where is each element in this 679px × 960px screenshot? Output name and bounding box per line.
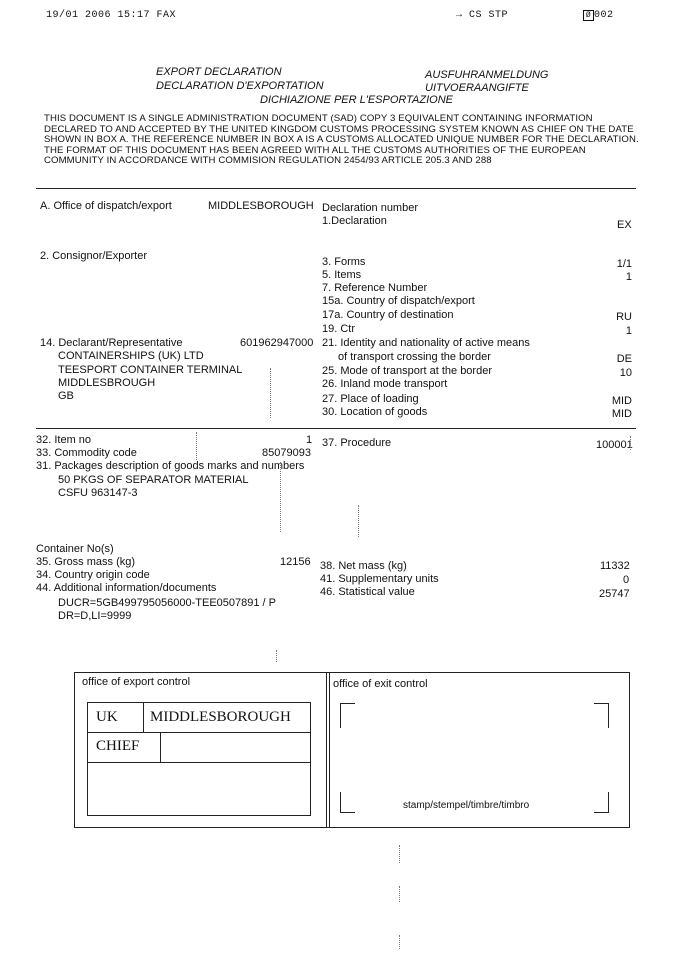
dotted-mark [399, 935, 400, 949]
stamp-system: CHIEF [96, 738, 140, 754]
dotted-mark [399, 886, 400, 902]
field-label: 26. Inland mode transport [322, 378, 448, 390]
stamp-divider [87, 762, 310, 763]
field-value: 10 [619, 367, 632, 379]
field-value: 1 [625, 271, 632, 283]
field-label: 27. Place of loading [322, 393, 419, 405]
fax-destination: → CS STP [456, 10, 509, 21]
stamp-corner-top-left [340, 703, 355, 728]
field-label: 17a. Country of destination [322, 309, 454, 321]
field-label: 19. Ctr [322, 323, 356, 335]
declarant-label: 14. Declarant/Representative [40, 337, 183, 349]
net-mass-value: 11332 [600, 560, 630, 572]
item-no-value: 1 [306, 434, 313, 446]
fax-datetime: 19/01 2006 15:17 FAX [46, 10, 177, 21]
packages-line-1: 50 PKGS OF SEPARATOR MATERIAL [58, 474, 249, 486]
gross-mass-label: 35. Gross mass (kg) [36, 556, 136, 568]
procedure-label: 37. Procedure [322, 437, 392, 449]
field-label: 5. Items [322, 269, 362, 281]
field-value: DE [616, 353, 632, 365]
dotted-mark [280, 462, 281, 532]
stamp-caption: stamp/stempel/timbre/timbro [403, 800, 530, 811]
field-label: of transport crossing the border [338, 351, 491, 363]
stat-value-value: 25747 [599, 588, 630, 600]
title-it: DICHIAZIONE PER L'ESPORTAZIONE [260, 94, 454, 106]
dotted-mark [358, 505, 359, 537]
stamp-office: MIDDLESBOROUGH [150, 709, 291, 725]
packages-label: 31. Packages description of goods marks and numbers [36, 460, 305, 472]
intro-paragraph: THIS DOCUMENT IS A SINGLE ADMINISTRATION DOCUMENT (SAD) COPY 3 EQUIVALENT CONTAINING INFORMATION DECLARED TO AND ACCEPTED BY THE UNITED KINGDOM CUSTOMS PROCESSING SYSTEM KNOWN AS CHIEF ON THE DATE SHOWN IN BOX A. THE REFERENCE NUMBER IN BOX A IS A CUSTOMS ALLOCATED UNIQUE NUMBER FOR THE DECLARATION. THE FORMAT OF THIS DOCUMENT HAS BEEN AGREED WITH ALL THE CUSTOMS AUTHORITIES OF THE EUROPEAN COMMUNITY IN ACCORDANCE WITH COMMISION REGULATION 2454/93 ARTICLE 205.3 AND 288 [44, 113, 639, 166]
additional-line-2: DR=D,LI=9999 [58, 610, 132, 622]
declarant-number: 601962947000 [240, 337, 314, 349]
office-dispatch-label: A. Office of dispatch/export [40, 200, 172, 212]
stamp-divider [160, 733, 161, 763]
supp-units-label: 41. Supplementary units [320, 573, 439, 585]
consignor-label: 2. Consignor/Exporter [40, 250, 147, 262]
stamp-corner-bottom-left [340, 792, 355, 813]
declaration-value: EX [617, 219, 632, 231]
field-value: MID [611, 408, 632, 420]
field-label: 15a. Country of dispatch/export [322, 295, 475, 307]
packages-line-2: CSFU 963147-3 [58, 487, 138, 499]
stamp-divider [143, 702, 144, 733]
field-label: 30. Location of goods [322, 406, 428, 418]
dotted-mark [276, 650, 277, 662]
dotted-mark [196, 432, 197, 460]
mid-divider [36, 428, 636, 429]
commodity-label: 33. Commodity code [36, 447, 137, 459]
dotted-mark [270, 368, 271, 418]
origin-label: 34. Country origin code [36, 569, 150, 581]
stamp-corner-top-right [594, 703, 609, 728]
field-label: 25. Mode of transport at the border [322, 365, 492, 377]
stat-value-label: 46. Statistical value [320, 586, 415, 598]
stamp-country: UK [96, 709, 118, 725]
dotted-mark [630, 436, 631, 450]
title-nl: UITVOERAANGIFTE [425, 82, 529, 94]
procedure-value: 100001 [596, 439, 633, 451]
declarant-line-3: MIDDLESBROUGH [58, 377, 156, 389]
fax-page: Ø 002 [583, 10, 614, 21]
office-dispatch-value: MIDDLESBOROUGH [208, 200, 314, 212]
field-value: MID [611, 395, 632, 407]
declaration-label: 1.Declaration [322, 215, 387, 227]
top-divider [36, 188, 636, 189]
exit-control-label: office of exit control [333, 678, 428, 690]
declaration-number-label: Declaration number [322, 202, 418, 214]
additional-label: 44. Additional information/documents [36, 582, 217, 594]
dotted-mark [399, 845, 400, 863]
declarant-line-2: TEESPORT CONTAINER TERMINAL [58, 364, 243, 376]
declarant-line-4: GB [58, 390, 74, 402]
field-label: 7. Reference Number [322, 282, 428, 294]
field-label: 3. Forms [322, 256, 366, 268]
additional-line-1: DUCR=5GB499795056000-TEE0507891 / P [58, 597, 277, 609]
supp-units-value: 0 [623, 574, 630, 586]
field-label: 21. Identity and nationality of active means [322, 337, 530, 349]
stamp-corner-bottom-right [594, 792, 609, 813]
field-value: 1/1 [616, 258, 632, 270]
commodity-value: 85079093 [262, 447, 311, 459]
title-fr: DECLARATION D'EXPORTATION [156, 80, 324, 92]
container-label: Container No(s) [36, 543, 114, 555]
export-control-label: office of export control [82, 676, 191, 688]
title-en: EXPORT DECLARATION [156, 66, 282, 78]
field-value: RU [616, 311, 632, 323]
item-no-label: 32. Item no [36, 434, 92, 446]
declarant-line-1: CONTAINERSHIPS (UK) LTD [58, 350, 204, 362]
field-value: 1 [625, 325, 632, 337]
fax-page-icon: Ø [583, 10, 594, 21]
stamp-divider [87, 732, 310, 733]
net-mass-label: 38. Net mass (kg) [320, 560, 407, 572]
title-de: AUSFUHRANMELDUNG [425, 69, 549, 81]
gross-mass-value: 12156 [280, 556, 311, 568]
